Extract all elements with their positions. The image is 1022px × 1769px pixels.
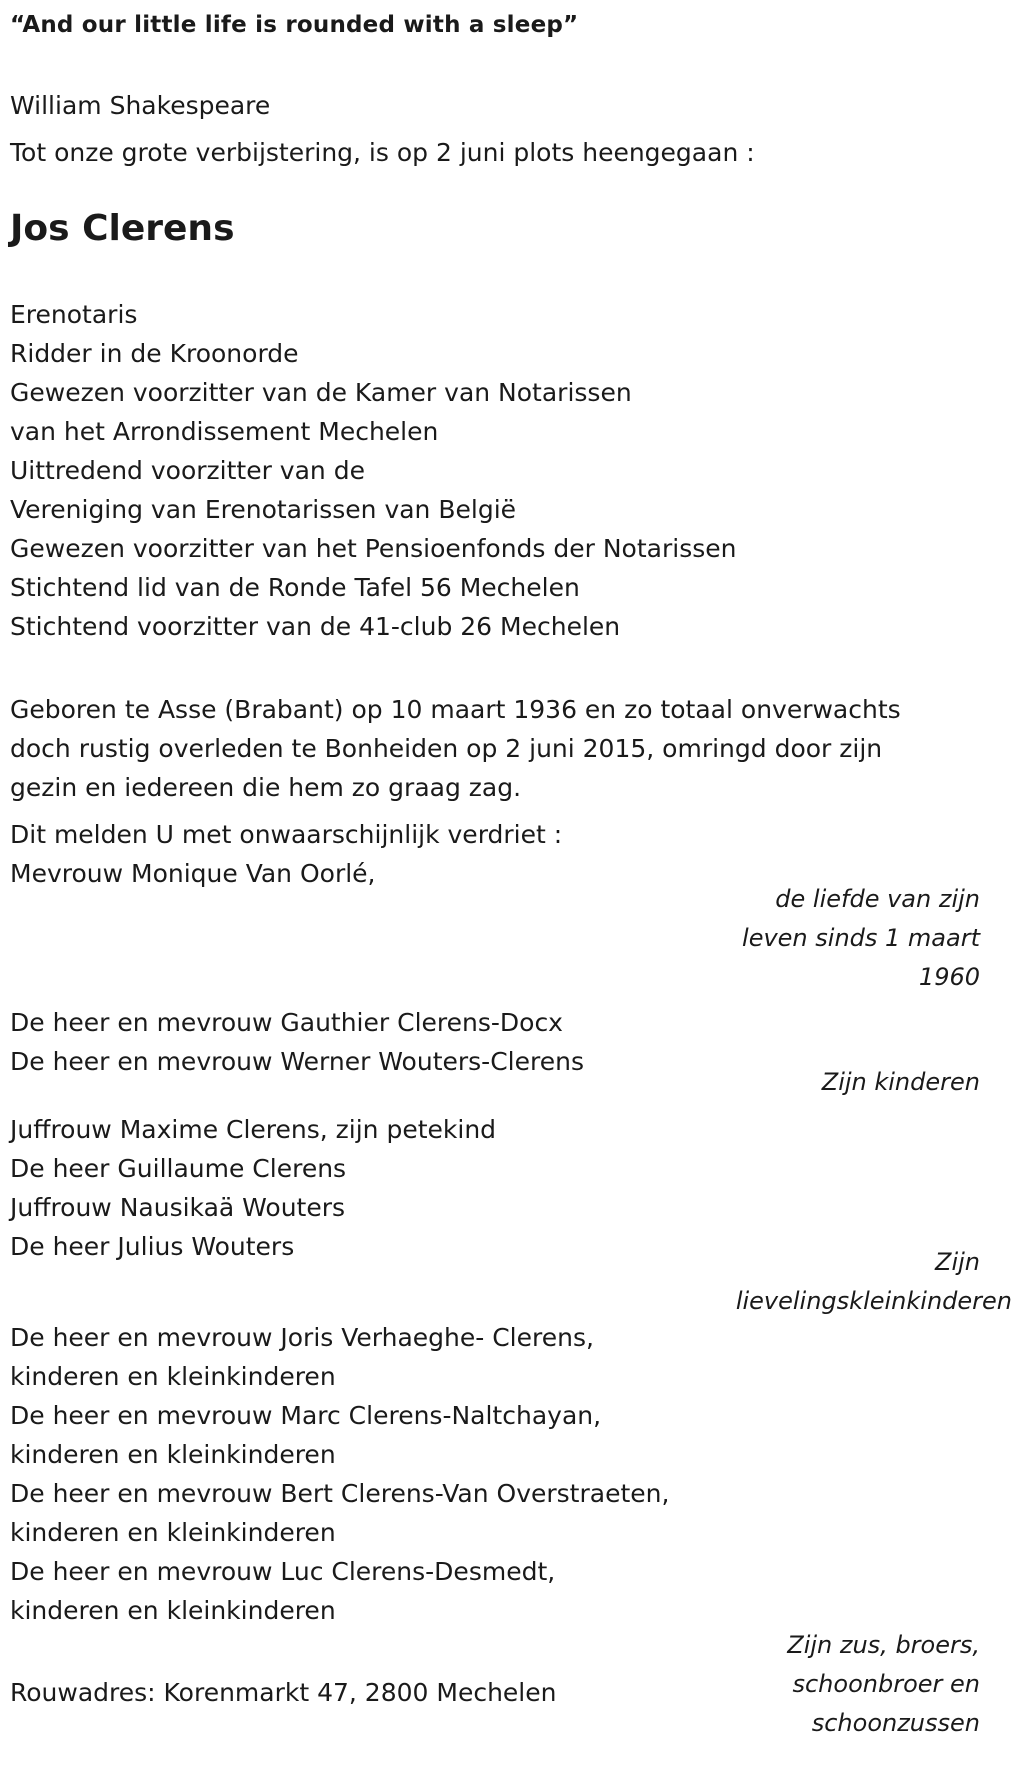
sibling-line: kinderen en kleinkinderen: [10, 1440, 336, 1469]
siblings-note-line: Zijn zus, broers,: [787, 1631, 980, 1659]
child-name: De heer en mevrouw Gauthier Clerens-Docx: [10, 1008, 563, 1037]
child-name: De heer en mevrouw Werner Wouters-Clerens: [10, 1047, 584, 1076]
siblings-note: [680, 1626, 980, 1743]
title-line: Gewezen voorzitter van de Kamer van Notarissen: [10, 378, 632, 407]
mourning-address: Rouwadres: Korenmarkt 47, 2800 Mechelen: [10, 1678, 557, 1707]
announcement-block: [10, 815, 562, 893]
birth-line: gezin en iedereen die hem zo graag zag.: [10, 773, 522, 802]
children-note-line: Zijn kinderen: [821, 1068, 980, 1096]
spouse-name: Mevrouw Monique Van Oorlé,: [10, 859, 376, 888]
spouse-note: [680, 880, 980, 997]
title-line: Uittredend voorzitter van de: [10, 456, 365, 485]
sibling-line: De heer en mevrouw Joris Verhaeghe- Clerens,: [10, 1323, 594, 1352]
birth-paragraph: [10, 690, 901, 807]
title-line: Erenotaris: [10, 300, 138, 329]
epigraph-quote: “And our little life is rounded with a sleep”: [10, 12, 579, 38]
grandchild-name: Juffrouw Maxime Clerens, zijn petekind: [10, 1115, 497, 1144]
sibling-line: De heer en mevrouw Marc Clerens-Naltchayan,: [10, 1401, 602, 1430]
siblings-list: [10, 1318, 669, 1630]
birth-line: doch rustig overleden te Bonheiden op 2 juni 2015, omringd door zijn: [10, 734, 883, 763]
children-list: [10, 1003, 584, 1081]
grandchildren-note: [692, 1243, 1012, 1321]
siblings-note-line: schoonzussen: [811, 1709, 980, 1737]
epigraph-author: William Shakespeare: [10, 91, 271, 120]
sibling-line: kinderen en kleinkinderen: [10, 1596, 336, 1625]
titles-list: [10, 295, 736, 646]
sibling-line: kinderen en kleinkinderen: [10, 1518, 336, 1547]
deceased-name: Jos Clerens: [10, 208, 235, 249]
sibling-line: De heer en mevrouw Bert Clerens-Van Overstraeten,: [10, 1479, 670, 1508]
birth-line: Geboren te Asse (Brabant) op 10 maart 1936 en zo totaal onverwachts: [10, 695, 901, 724]
grandchildren-list: [10, 1110, 496, 1266]
spouse-note-line: leven sinds 1 maart: [742, 924, 980, 952]
grandchildren-note-line: lievelingskleinkinderen: [735, 1287, 1012, 1315]
spouse-note-line: 1960: [918, 963, 980, 991]
title-line: Vereniging van Erenotarissen van België: [10, 495, 517, 524]
siblings-note-line: schoonbroer en: [792, 1670, 980, 1698]
title-line: Ridder in de Kroonorde: [10, 339, 299, 368]
sibling-line: kinderen en kleinkinderen: [10, 1362, 336, 1391]
title-line: van het Arrondissement Mechelen: [10, 417, 439, 446]
grandchildren-note-line: Zijn: [935, 1248, 980, 1276]
grandchild-name: De heer Julius Wouters: [10, 1232, 295, 1261]
spouse-note-line: de liefde van zijn: [775, 885, 980, 913]
title-line: Gewezen voorzitter van het Pensioenfonds der Notarissen: [10, 534, 737, 563]
title-line: Stichtend voorzitter van de 41-club 26 Mechelen: [10, 612, 621, 641]
intro-text: Tot onze grote verbijstering, is op 2 juni plots heengegaan :: [10, 138, 755, 167]
title-line: Stichtend lid van de Ronde Tafel 56 Mechelen: [10, 573, 580, 602]
grandchild-name: De heer Guillaume Clerens: [10, 1154, 347, 1183]
grandchild-name: Juffrouw Nausikaä Wouters: [10, 1193, 346, 1222]
children-note: [680, 1063, 980, 1102]
sibling-line: De heer en mevrouw Luc Clerens-Desmedt,: [10, 1557, 556, 1586]
announcement-text: Dit melden U met onwaarschijnlijk verdriet :: [10, 820, 563, 849]
